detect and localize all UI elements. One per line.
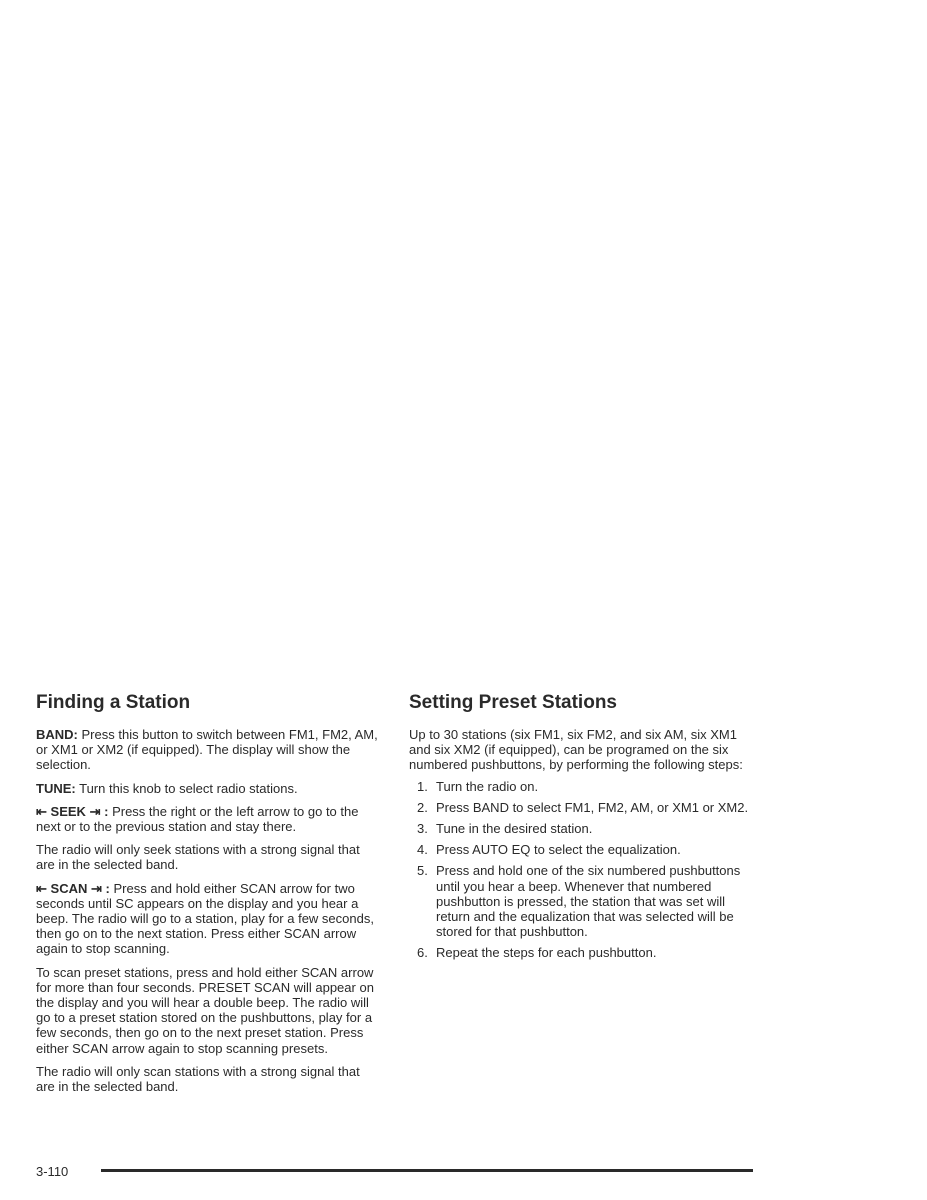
scan-label: SCAN [50,880,88,896]
list-item [409,863,754,939]
step-text: Press and hold one of the six numbered pushbuttons until you hear a beep. Whenever that numbered pushbutton is pressed, the station that was set will return and the equalization that was selected will be stored for that pushbutton. [436,863,741,940]
tune-text: Turn this knob to select radio stations. [79,780,298,796]
band-text: Press this button to switch between FM1, FM2, AM, or XM1 or XM2 (if equipped). The display will show the selection. [36,727,378,773]
step-text: Tune in the desired station. [436,821,593,837]
seek-colon: : [104,803,109,819]
step-number: 6. [417,945,428,961]
seek-text: Press the right or the left arrow to go to the next or to the previous station and stay there. [36,803,359,835]
section-heading: Setting Preset Stations [409,692,617,713]
step-number: 3. [417,821,428,837]
finding-a-station-section [36,692,381,1102]
band-label: BAND: [36,727,78,742]
seek-paragraph [36,804,381,834]
step-number: 1. [417,778,428,794]
scan-right-arrow-icon: ⇥ [91,880,102,896]
list-item [409,779,754,794]
intro-paragraph: Up to 30 stations (six FM1, six FM2, and six AM, six XM1 and six XM2 (if equipped), can be programed on the six numbered pushbuttons, by performing the following steps: [409,727,743,773]
band-paragraph [36,727,381,773]
seek-note: The radio will only seek stations with a strong signal that are in the selected band. [36,842,360,873]
scan-text: Press and hold either SCAN arrow for two seconds until SC appears on the display and you hear a beep. The radio will go to a station, play for a few seconds, then go on to the next station. Press either SCAN arrow again to stop scanning. [36,880,374,957]
step-text: Press AUTO EQ to select the equalization. [436,842,681,858]
seek-left-arrow-icon: ⇤ [36,803,47,819]
tune-label: TUNE: [36,780,76,796]
step-number: 5. [417,863,428,879]
preset-scan-paragraph: To scan preset stations, press and hold either SCAN arrow for more than four seconds. PRESET SCAN will appear on the display and you will hear a double beep. The radio will go to a preset station stored on the pushbuttons, play for a few seconds, then go on to the next preset station. Press either SCAN arrow again to stop scanning presets. [36,964,374,1056]
scan-paragraph [36,881,381,957]
list-item [409,945,754,960]
step-text: Press BAND to select FM1, FM2, AM, or XM1 or XM2. [436,799,749,815]
scan-colon: : [105,880,110,896]
list-item [409,842,754,857]
step-text: Turn the radio on. [436,778,539,794]
step-text: Repeat the steps for each pushbutton. [436,945,657,961]
scan-note: The radio will only scan stations with a strong signal that are in the selected band. [36,1063,360,1095]
page-number: 3-110 [36,1164,69,1179]
setting-preset-stations-section [409,692,754,967]
seek-right-arrow-icon: ⇥ [89,803,101,819]
scan-left-arrow-icon: ⇤ [36,880,47,896]
section-heading: Finding a Station [36,692,191,713]
list-item [409,821,754,836]
step-number: 2. [417,799,428,815]
step-number: 4. [417,842,428,858]
steps-list [409,779,754,961]
tune-paragraph [36,781,381,796]
list-item [409,800,754,815]
footer-divider [101,1169,753,1172]
seek-label: SEEK [50,803,86,819]
